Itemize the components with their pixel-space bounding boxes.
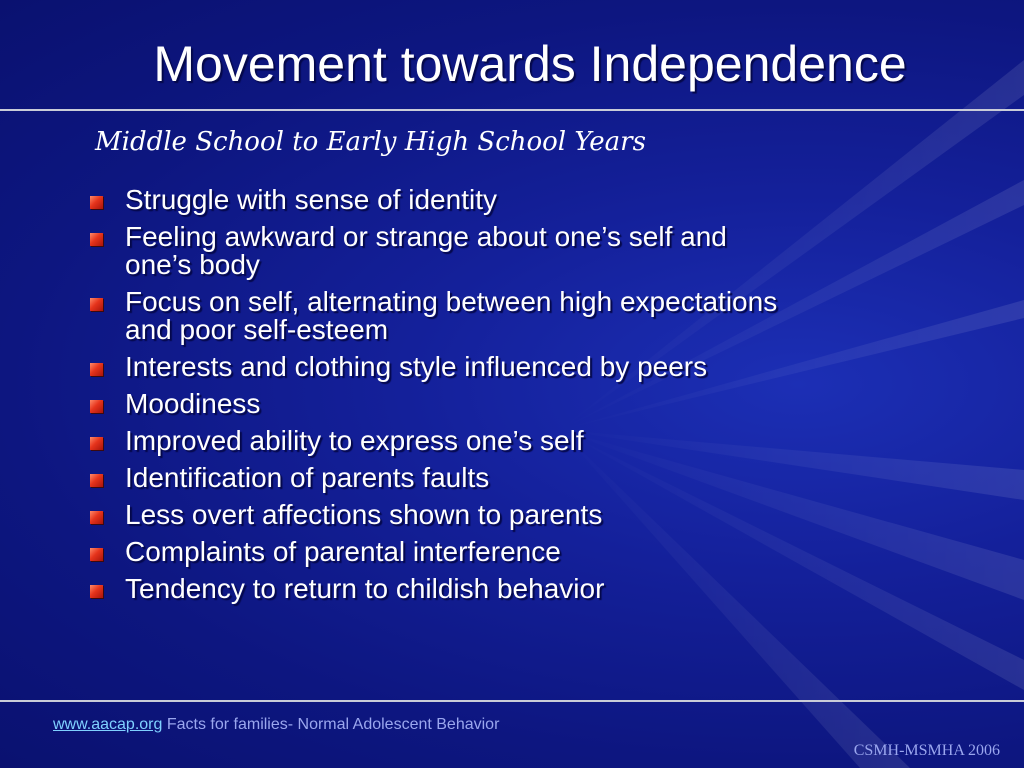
bullet-item (88, 390, 988, 418)
bullet-item (88, 575, 988, 603)
bullet-text: Less overt affections shown to parents (125, 499, 603, 530)
bullet-text: Identification of parents faults (125, 462, 490, 493)
source-link[interactable]: www.aacap.org (53, 716, 163, 733)
red-square-bullet-icon (90, 233, 103, 246)
bullet-text: Moodiness (125, 388, 261, 419)
slide-subtitle: Middle School to Early High School Years (95, 127, 646, 157)
red-square-bullet-icon (90, 437, 103, 450)
bullet-text: Struggle with sense of identity (125, 184, 497, 215)
red-square-bullet-icon (90, 474, 103, 487)
bullet-text: Interests and clothing style influenced by peers (125, 351, 708, 382)
bullet-item (88, 538, 988, 566)
bullet-text-continued: one’s body (125, 249, 260, 280)
bullet-text-continued: and poor self-esteem (125, 314, 389, 345)
bullet-item (88, 501, 988, 529)
bullet-text: Improved ability to express one’s self (125, 425, 584, 456)
red-square-bullet-icon (90, 363, 103, 376)
bullet-item (88, 427, 988, 455)
bullet-text: Complaints of parental interference (125, 536, 561, 567)
red-square-bullet-icon (90, 400, 103, 413)
bullet-item (88, 353, 988, 381)
bullet-text: Focus on self, alternating between high expectations (125, 286, 778, 317)
bullet-item (88, 186, 988, 214)
footer-divider (0, 700, 1024, 702)
red-square-bullet-icon (90, 196, 103, 209)
slide-title: Movement towards Independence (153, 36, 907, 92)
bullet-text: Feeling awkward or strange about one’s self and (125, 221, 727, 252)
bullet-item (88, 288, 988, 344)
footer-source (53, 715, 499, 735)
title-divider (0, 109, 1024, 111)
red-square-bullet-icon (90, 511, 103, 524)
source-description: Facts for families- Normal Adolescent Behavior (162, 716, 500, 733)
red-square-bullet-icon (90, 585, 103, 598)
bullet-item (88, 464, 988, 492)
red-square-bullet-icon (90, 298, 103, 311)
bullet-list (88, 186, 988, 612)
footer-organization: CSMH-MSMHA 2006 (853, 742, 1000, 759)
bullet-text: Tendency to return to childish behavior (125, 573, 605, 604)
red-square-bullet-icon (90, 548, 103, 561)
bullet-item (88, 223, 988, 279)
